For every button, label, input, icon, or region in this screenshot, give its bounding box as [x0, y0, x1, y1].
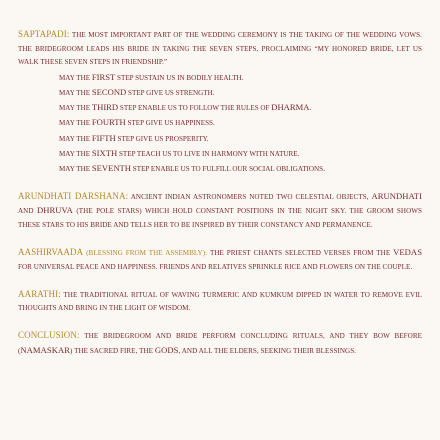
arundhati-heading: ARUNDHATI DARSHANA: [18, 190, 129, 201]
conclusion-heading: CONCLUSION: [18, 330, 80, 341]
arundhati-section: ARUNDHATI DARSHANA: ANCIENT INDIAN ASTRONOMERS NOTED TWO CELESTIAL OBJECTS, ARUNDHATI AND DHRUVA (THE POLE STARS) WHICH HOLD CONSTANT POSITIONS IN THE NIGHT SKY. THE GROOM SHOWS THESE STARS TO HIS BRIDE AND TELLS HER TO BE INSPIRED BY THEIR CONSTANCY AND PERMANENCE. [18, 190, 423, 229]
seven-vows-list [18, 70, 422, 176]
aarathi-heading: AARATHI: [18, 288, 61, 299]
aashirvaada-heading: AASHIRVAADA [18, 246, 84, 257]
aarathi-section: AARATHI: THE TRADITIONAL RITUAL OF WAVING TURMERIC AND KUMKUM DIPPED IN WATER TO REMOVE EVIL THOUGHTS AND BRING IN THE LIGHT OF WISDOM. [18, 288, 422, 313]
saptapadi-section [18, 28, 422, 70]
saptapadi-intro: THE MOST IMPORTANT PART OF THE WEDDING CEREMONY IS THE TAKING OF THE WEDDING VOWS. THE BRIDEGROOM LEADS HIS BRIDE IN TAKING THE SEVEN STEPS, PROCLAIMING “MY HONORED BRIDE, LET US WALK THESE SEVEN STEPS IN FRIENDSHIP.” [18, 31, 422, 67]
saptapadi-heading: SAPTAPADI: [18, 29, 70, 39]
aashirvaada-subheading: (BLESSING FROM THE ASSEMBLY): [86, 248, 208, 257]
vow-item: MAY THE FOURTH STEP GIVE US HAPPINESS. [59, 117, 215, 128]
vow-item: MAY THE FIFTH STEP GIVE US PROSPERITY. [59, 132, 209, 143]
vow-item: MAY THE SIXTH STEP TEACH US TO LIVE IN HARMONY WITH NATURE. [59, 147, 300, 158]
aashirvaada-section: AASHIRVAADA (BLESSING FROM THE ASSEMBLY): THE PRIEST CHANTS SELECTED VERSES FROM THE VEDAS FOR UNIVERSAL PEACE AND HAPPINESS. FRIENDS AND RELATIVES SPRINKLE RICE AND FLOWERS ON THE COUPLE. [18, 246, 423, 271]
vow-item: MAY THE SEVENTH STEP ENABLE US TO FULFILL OUR SOCIAL OBLIGATIONS. [59, 163, 325, 173]
vow-item: MAY THE FIRST STEP SUSTAIN US IN BODILY HEALTH. [59, 71, 244, 82]
vow-item: MAY THE THIRD STEP ENABLE US TO FOLLOW THE RULES OF DHARMA. [59, 102, 312, 113]
conclusion-section: CONCLUSION: THE BRIDEGROOM AND BRIDE PERFORM CONCLUDING RITUALS, AND THEY BOW BEFORE (NAMASKAR) THE SACRED FIRE, THE GODS, AND ALL THE ELDERS, SEEKING THEIR BLESSINGS. [18, 330, 422, 355]
vow-item: MAY THE SECOND STEP GIVE US STRENGTH. [59, 86, 215, 97]
